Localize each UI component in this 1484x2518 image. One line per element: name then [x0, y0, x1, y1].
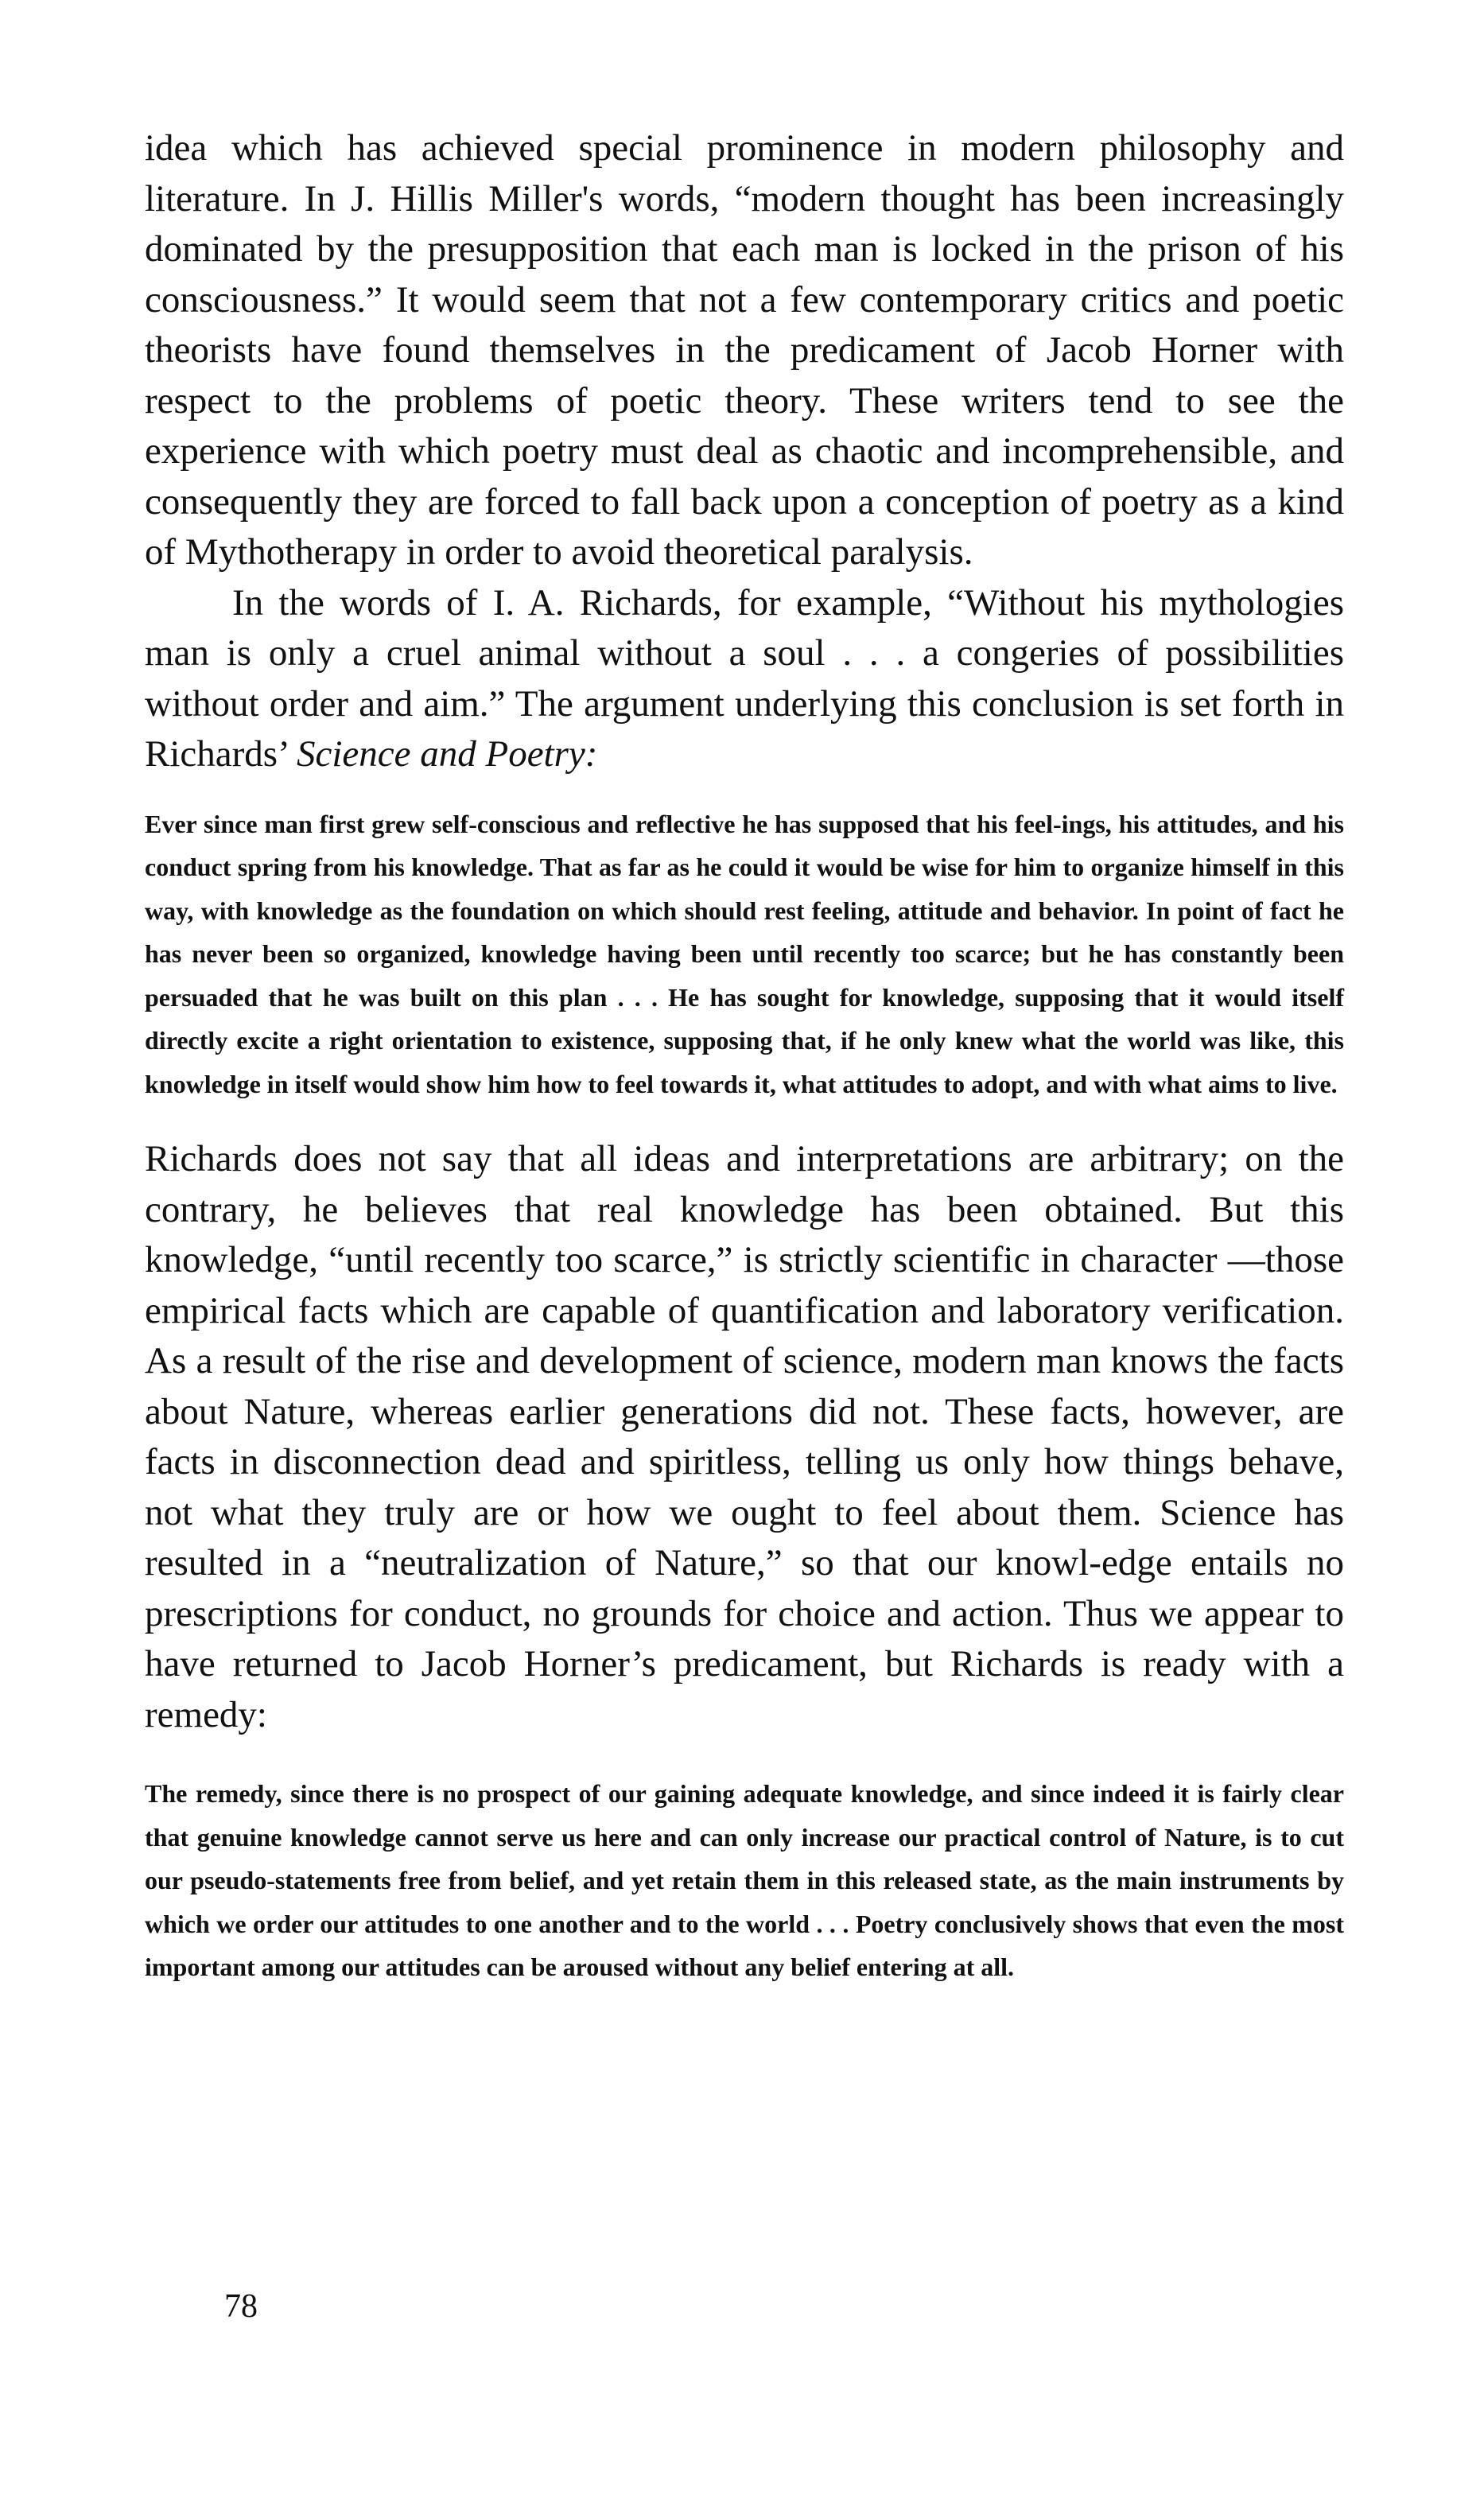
block-quote-2: The remedy, since there is no prospect of our gaining adequate knowledge, and since indeed it is fairly clear that genuine knowledge cannot serve us here and can only increase our practical control of Nature, is to cut our pseudo-statements free from belief, and yet retain them in this released state, as the main instruments by which we order our attitudes to one another and to the world . . . Poetry conclusively shows that even the most important among our attitudes can be aroused without any belief entering at all. — [145, 1779, 1344, 1981]
page-text-column — [145, 123, 1344, 1989]
body-paragraph-2 — [145, 578, 1344, 780]
paragraph-2-text: In the words of I. A. Richards, for example, “Without his mythologies man is only a cruel animal without a soul . . . a congeries of possibilities without order and aim.” The argument underlying this conclusion is set forth in Richards’ — [145, 581, 1344, 775]
body-paragraph-3: Richards does not say that all ideas and interpretations are arbitrary; on the contrary, he believes that real knowledge has been obtained. But this knowledge, “until recently too scarce,” is strictly scientific in character —those empirical facts which are capable of quantification and laboratory verification. As a result of the rise and development of science, modern man knows the facts about Nature, whereas earlier generations did not. These facts, however, are facts in disconnection dead and spiritless, telling us only how things behave, not what they truly are or how we ought to feel about them. Science has resulted in a “neutralization of Nature,” so that our knowl-edge entails no prescriptions for conduct, no grounds for choice and action. Thus we appear to have returned to Jacob Horner’s predicament, but Richards is ready with a remedy: — [145, 1138, 1344, 1735]
book-title-science-and-poetry: Science and Poetry: — [296, 733, 598, 775]
block-quote-1: Ever since man first grew self-conscious and reflective he has supposed that his feel-ings, his attitudes, and his conduct spring from his knowledge. That as far as he could it would be wise for him to organize himself in this way, with knowledge as the foundation on which should rest feeling, attitude and behavior. In point of fact he has never been so organized, knowledge having been until recently too scarce; but he has constantly been persuaded that he was built on this plan . . . He has sought for knowledge, supposing that it would itself directly excite a right orientation to existence, supposing that, if he only knew what the world was like, this knowledge in itself would show him how to feel towards it, what attitudes to adopt, and with what aims to live. — [145, 809, 1344, 1098]
page-number: 78 — [224, 2288, 258, 2325]
body-paragraph-1: idea which has achieved special prominence in modern philosophy and literature. In J. Hillis Miller's words, “modern thought has been increasingly dominated by the presupposition that each man is locked in the prison of his consciousness.” It would seem that not a few contemporary critics and poetic theorists have found themselves in the predicament of Jacob Horner with respect to the problems of poetic theory. These writers tend to see the experience with which poetry must deal as chaotic and incomprehensible, and consequently they are forced to fall back upon a conception of poetry as a kind of Mythotherapy in order to avoid theoretical paralysis. — [145, 127, 1344, 573]
